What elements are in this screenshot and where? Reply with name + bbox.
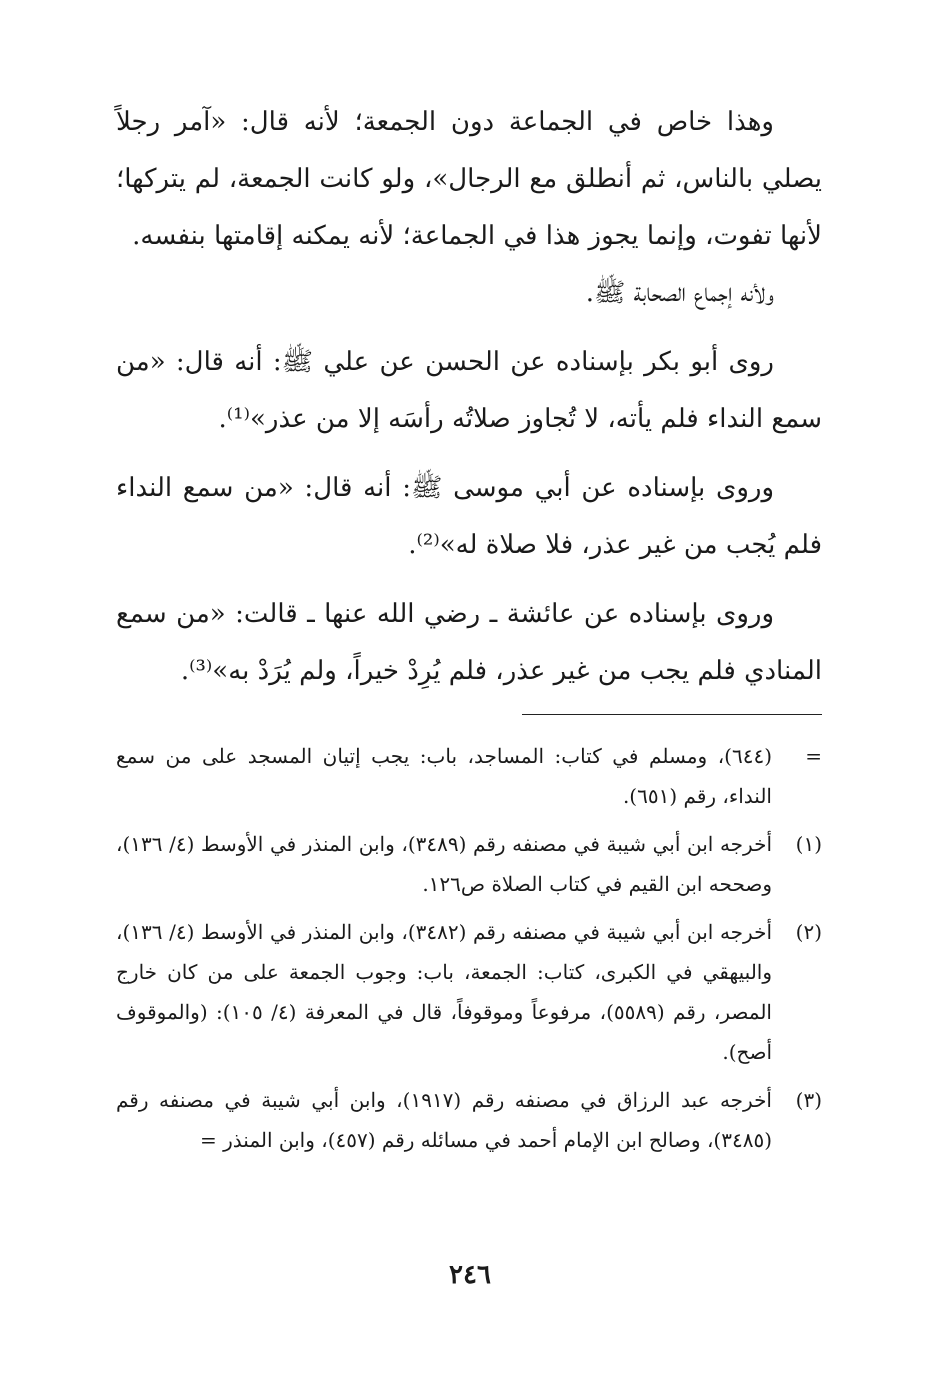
footnotes <box>116 736 822 1168</box>
footnote-marker: (٣) <box>795 1088 822 1112</box>
footnote-2 <box>116 912 822 1072</box>
footnote-text: أخرجه ابن أبي شيبة في مصنفه رقم (٣٤٨٢)، وابن المنذر في الأوسط (٤/ ١٣٦)، والبيهقي في الكبرى، كتاب: الجمعة، باب: وجوب الجمعة على من كان خارج المصر، رقم (٥٥٨٩)، مرفوعاً وموقوفاً، قال في المعرفة (٤/ ١٠٥): (والموقوف أصح). <box>116 920 772 1064</box>
paragraph-4: وروى بإسناده عن أبي موسى ﷺ: أنه قال: «من سمع النداء فلم يُجب من غير عذر، فلا صلاة له»⁽²⁾. <box>116 473 822 560</box>
paragraph-5: وروى بإسناده عن عائشة ـ رضي الله عنها ـ قالت: «من سمع المنادي فلم يجب من غير عذر، فلم يُرِدْ خيراً، ولم يُرَدْ به»⁽³⁾. <box>116 599 822 686</box>
paragraph-1: وهذا خاص في الجماعة دون الجمعة؛ لأنه قال: «آمر رجلاً يصلي بالناس، ثم أنطلق مع الرجال»، ولو كانت الجمعة، لم يتركها؛ لأنها تفوت، وإنما يجوز هذا في الجماعة؛ لأنه يمكنه إقامتها بنفسه. <box>116 107 822 251</box>
footnote-1 <box>116 824 822 904</box>
footnote-text: أخرجه عبد الرزاق في مصنفه رقم (١٩١٧)، وابن أبي شيبة في مصنفه رقم (٣٤٨٥)، وصالح ابن الإمام أحمد في مسائله رقم (٤٥٧)، وابن المنذر = <box>116 1088 772 1152</box>
footnote-separator <box>522 714 822 715</box>
main-text <box>116 94 822 700</box>
footnote-marker: = <box>805 744 822 768</box>
paragraph-2: ولأنه إجماع الصحابة ﷺ. <box>585 278 774 308</box>
footnote-marker: (١) <box>795 832 822 856</box>
footnote-continuation <box>116 736 822 816</box>
footnote-3 <box>116 1080 822 1160</box>
footnote-text: (٦٤٤)، ومسلم في كتاب: المساجد، باب: يجب إتيان المسجد على من سمع النداء، رقم (٦٥١). <box>116 744 772 808</box>
footnote-marker: (٢) <box>795 920 822 944</box>
page-number: ٢٤٦ <box>449 1260 491 1290</box>
footnote-text: أخرجه ابن أبي شيبة في مصنفه رقم (٣٤٨٩)، وابن المنذر في الأوسط (٤/ ١٣٦)، وصححه ابن القيم في كتاب الصلاة ص١٢٦. <box>116 832 772 896</box>
paragraph-3: روى أبو بكر بإسناده عن الحسن عن علي ﷺ: أنه قال: «من سمع النداء فلم يأته، لا تُجاوز صلاتُه رأسَه إلا من عذر»⁽¹⁾. <box>116 347 822 434</box>
